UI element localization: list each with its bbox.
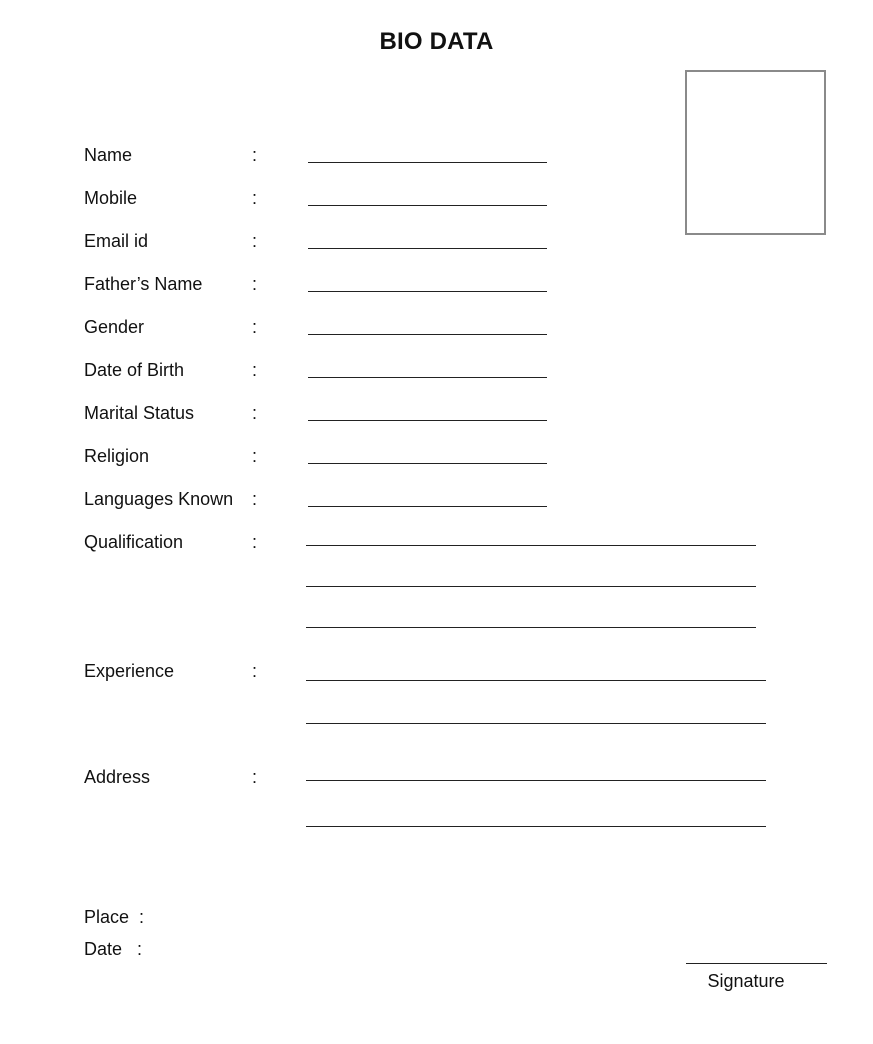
marital-status-label: Marital Status <box>84 403 195 423</box>
signature-label: Signature <box>707 971 785 991</box>
marital-status-colon: : <box>252 403 258 423</box>
marital-status-field-line[interactable] <box>308 420 547 421</box>
name-colon: : <box>252 145 258 165</box>
address-field-line-1[interactable] <box>306 780 766 781</box>
fathers-name-label: Father’s Name <box>84 274 203 294</box>
religion-label: Religion <box>84 446 150 466</box>
mobile-colon: : <box>252 188 258 208</box>
languages-known-label: Languages Known <box>84 489 234 509</box>
date-of-birth-field-line[interactable] <box>308 377 547 378</box>
name-label: Name <box>84 145 133 165</box>
religion-colon: : <box>252 446 258 466</box>
email-colon: : <box>252 231 258 251</box>
languages-known-field-line[interactable] <box>308 506 547 507</box>
qualification-label: Qualification <box>84 532 184 552</box>
qualification-colon: : <box>252 532 258 552</box>
date-of-birth-label: Date of Birth <box>84 360 185 380</box>
address-colon: : <box>252 767 258 787</box>
fathers-name-colon: : <box>252 274 258 294</box>
qualification-field-line-1[interactable] <box>306 545 756 546</box>
email-field-line[interactable] <box>308 248 547 249</box>
qualification-field-line-3[interactable] <box>306 627 756 628</box>
gender-colon: : <box>252 317 258 337</box>
experience-field-line-2[interactable] <box>306 723 766 724</box>
mobile-label: Mobile <box>84 188 138 208</box>
address-field-line-2[interactable] <box>306 826 766 827</box>
photo-box <box>685 70 826 235</box>
gender-field-line[interactable] <box>308 334 547 335</box>
languages-known-colon: : <box>252 489 258 509</box>
page-title: BIO DATA <box>379 28 494 55</box>
fathers-name-field-line[interactable] <box>308 291 547 292</box>
experience-colon: : <box>252 661 258 681</box>
email-label: Email id <box>84 231 149 251</box>
address-label: Address <box>84 767 151 787</box>
experience-field-line-1[interactable] <box>306 680 766 681</box>
signature-line[interactable] <box>686 963 827 964</box>
date-label: Date : <box>84 939 143 959</box>
qualification-field-line-2[interactable] <box>306 586 756 587</box>
mobile-field-line[interactable] <box>308 205 547 206</box>
name-field-line[interactable] <box>308 162 547 163</box>
date-of-birth-colon: : <box>252 360 258 380</box>
religion-field-line[interactable] <box>308 463 547 464</box>
experience-label: Experience <box>84 661 175 681</box>
place-label: Place : <box>84 907 145 927</box>
gender-label: Gender <box>84 317 145 337</box>
